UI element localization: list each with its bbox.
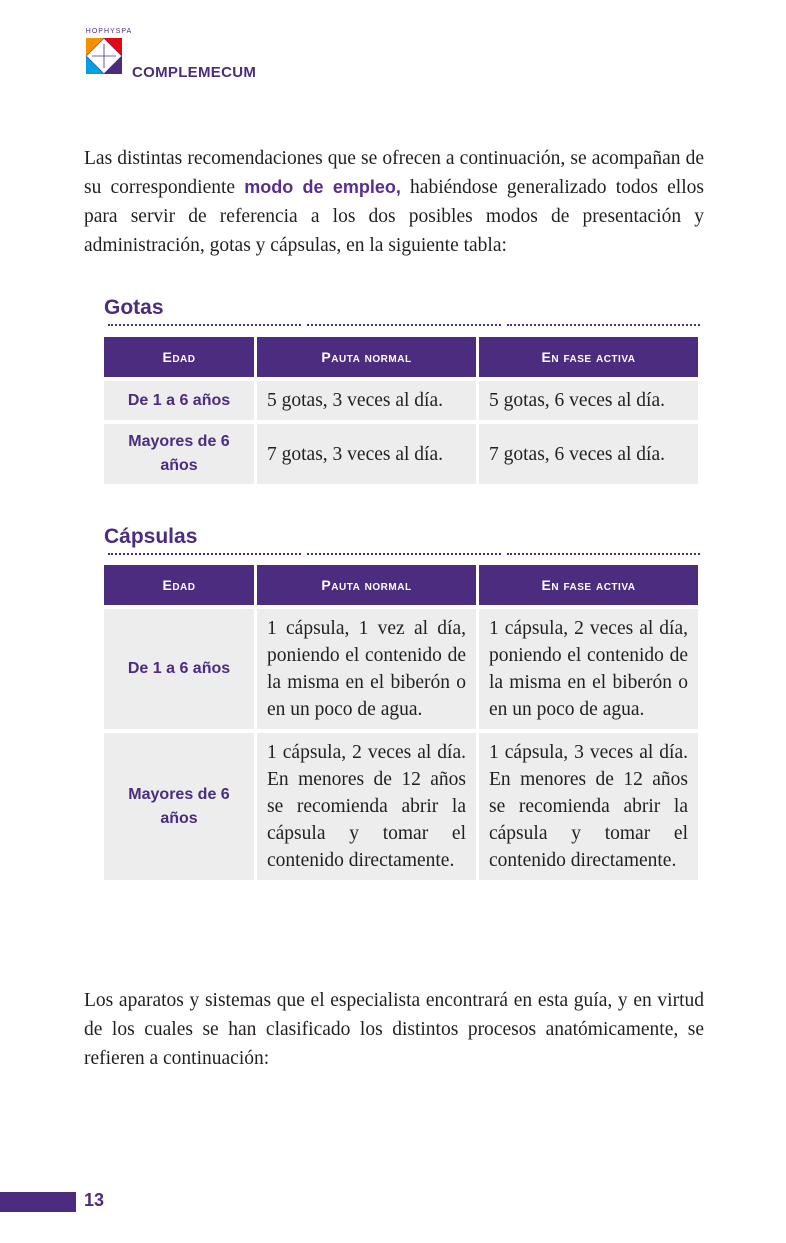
gotas-header-normal: Pauta normal	[257, 337, 476, 377]
capsulas-header-age: Edad	[104, 565, 254, 605]
capsulas-header-active: En fase activa	[479, 565, 698, 605]
active-cell: 1 cápsula, 3 veces al día. En menores de 12 años se recomienda abrir la cápsula y tomar el contenido directamente.	[479, 729, 698, 880]
normal-cell: 7 gotas, 3 veces al día.	[257, 420, 476, 484]
age-cell: De 1 a 6 años	[104, 605, 254, 729]
brand-title: COMPLEMECUM	[132, 64, 257, 81]
intro-text-after: habiéndose generalizado todos ellos para servir de referencia a los dos posibles modos de presentación y administración, gotas y cápsulas, en la siguiente tabla:	[84, 177, 704, 256]
capsulas-dotted-rule	[108, 553, 700, 557]
intro-highlight: modo de empleo,	[244, 177, 401, 197]
gotas-table	[101, 337, 701, 484]
capsulas-header-normal: Pauta normal	[257, 565, 476, 605]
age-cell: Mayores de 6 años	[104, 729, 254, 880]
table-row	[104, 729, 698, 880]
capsulas-title: Cápsulas	[104, 525, 198, 548]
intro-text-before: Las distintas recomendaciones que se ofrecen a continuación, se acompañan de su correspondiente	[84, 148, 704, 198]
capsulas-table	[101, 565, 701, 880]
footer-bar	[0, 1192, 76, 1212]
normal-cell: 1 cápsula, 2 veces al día. En menores de 12 años se recomienda abrir la cápsula y tomar el contenido directamente.	[257, 729, 476, 880]
age-cell: Mayores de 6 años	[104, 420, 254, 484]
active-cell: 7 gotas, 6 veces al día.	[479, 420, 698, 484]
page-number: 13	[84, 1190, 105, 1210]
table-row	[104, 377, 698, 420]
normal-cell: 1 cápsula, 1 vez al día, poniendo el contenido de la misma en el biberón o en un poco de agua.	[257, 605, 476, 729]
closing-paragraph: Los aparatos y sistemas que el especialista encontrará en esta guía, y en virtud de los cuales se han clasificado los distintos procesos anatómicamente, se refieren a continuación:	[84, 990, 704, 1069]
intro-paragraph	[84, 144, 704, 260]
age-cell: De 1 a 6 años	[104, 377, 254, 420]
active-cell: 1 cápsula, 2 veces al día, poniendo el contenido de la misma en el biberón o en un poco de agua.	[479, 605, 698, 729]
logo-caption: HOPHYSPA	[85, 28, 133, 35]
active-cell: 5 gotas, 6 veces al día.	[479, 377, 698, 420]
gotas-dotted-rule	[108, 324, 700, 328]
gotas-header-active: En fase activa	[479, 337, 698, 377]
table-row	[104, 420, 698, 484]
gotas-title: Gotas	[104, 296, 164, 319]
gotas-header-age: Edad	[104, 337, 254, 377]
table-row	[104, 605, 698, 729]
hophyspa-logo-icon	[86, 38, 122, 74]
normal-cell: 5 gotas, 3 veces al día.	[257, 377, 476, 420]
